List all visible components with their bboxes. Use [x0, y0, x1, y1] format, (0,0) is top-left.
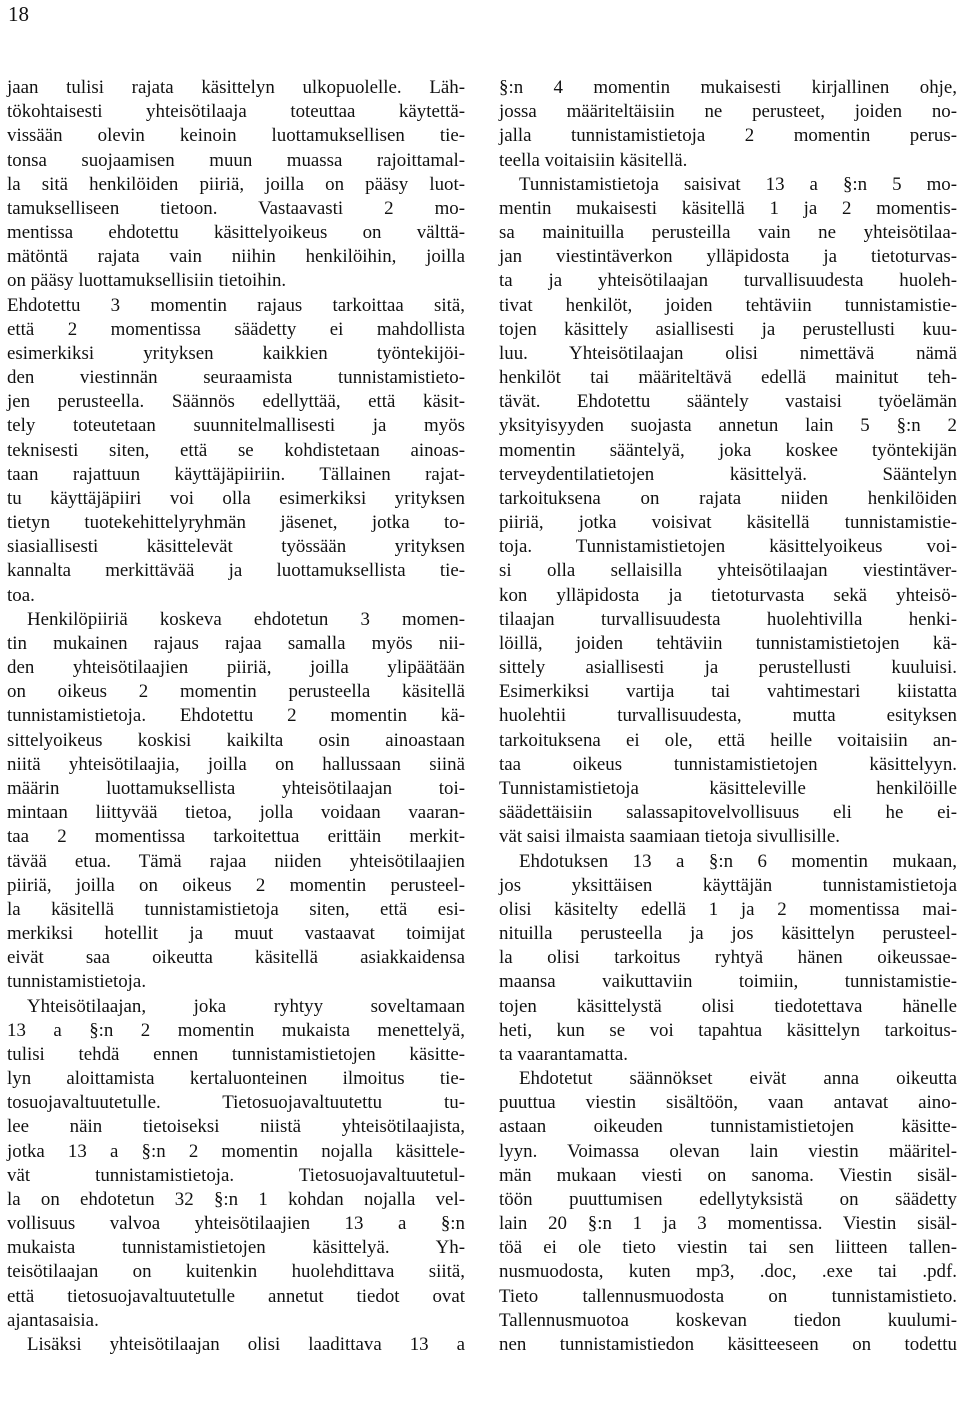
text-line: sa mainituilla perusteilla vain ne yhteisötilaa-: [499, 222, 957, 244]
text-line: tietyn tuotekehittelyryhmän jäsenet, jotka to-: [7, 512, 465, 534]
text-line: ta ja yhteisötilaajan turvallisuudesta huoleh-: [499, 270, 957, 292]
text-line: Henkilöpiiriä koskeva ehdotetun 3 momen-: [27, 608, 465, 630]
text-line: jossa määriteltäisiin ne perusteet, joiden no-: [499, 101, 957, 123]
text-line: lain 20 §:n 1 ja 3 momentissa. Viestin sisäl-: [499, 1213, 957, 1235]
text-line: maansa vaikuttaviin toimiin, tunnistamistie-: [499, 971, 957, 993]
text-line: la on ehdotetun 32 §:n 1 kohdan nojalla vel-: [7, 1188, 465, 1210]
text-line: taa oikeus tunnistamistietojen käsittelyyn.: [499, 753, 957, 775]
text-line: on pääsy luottamuksellisiin tietoihin.: [7, 270, 287, 292]
text-line: la olisi tarkoitus ryhtyä hänen oikeussae-: [499, 947, 957, 969]
text-line: toja. Tunnistamistietojen käsittelyoikeus voi-: [499, 536, 957, 558]
text-line: on oikeus 2 momentin perusteella käsitellä: [7, 681, 465, 703]
text-line: nituilla perusteella ja jos käsittelyn perusteel-: [499, 923, 957, 945]
text-line: teisötilaajan on kuitenkin huolehdittava siitä,: [7, 1261, 465, 1283]
text-line: mintaan liittyvää tietoa, jolla voidaan vaaran-: [7, 802, 465, 824]
text-line: tökohtaisesti yhteisötilaaja toteuttaa käytettä-: [7, 101, 465, 123]
text-line: män mukaan viesti on sanoma. Viestin sisäl-: [499, 1164, 957, 1186]
text-line: tilaajan turvallisuudesta huolehtivilla henki-: [499, 608, 957, 630]
text-line: tely toteutetaan suunnitelmallisesti ja myös: [7, 415, 465, 437]
text-line: Ehdotuksen 13 a §:n 6 momentin mukaan,: [519, 850, 957, 872]
text-line: siasiallisesti käsittelevät työssään yrityksen: [7, 536, 465, 558]
text-line: lee näin tietoiseksi niistä yhteisötilaajista,: [7, 1116, 465, 1138]
text-line: tojen käsittely asiallisesti ja perustellusti kuu-: [499, 318, 957, 340]
text-line: nusmuodosta, kuten mp3, .doc, .exe tai .pdf.: [499, 1261, 957, 1283]
text-line: si olla sellaisilla yhteisötilaajan viestintäver-: [499, 560, 957, 582]
text-line: tävää etua. Tämä rajaa niiden yhteisötilaajien: [7, 850, 465, 872]
text-line: tunnistamistietoja. Ehdotettu 2 momentin kä-: [7, 705, 465, 727]
text-line: sittely asiallisesti ja perustellusti kuuluisi.: [499, 657, 957, 679]
text-line: terveydentilatietojen käsittelyä. Sääntelyn: [499, 463, 957, 485]
text-line: vät saisi ilmaista saamiaan tietoja sivullisille.: [499, 826, 841, 848]
text-line: töä ei ole tieto viestin tai sen liitteen tallen-: [499, 1237, 957, 1259]
text-line: Yhteisötilaajan, joka ryhtyy soveltamaan: [27, 995, 465, 1017]
text-line: tulisi tehdä ennen tunnistamistietojen käsitte-: [7, 1043, 465, 1065]
text-line: jos yksittäisen käyttäjän tunnistamistietoja: [499, 874, 957, 896]
text-line: säädettäisiin salassapitovelvollisuus eli he ei-: [499, 802, 957, 824]
text-line: Tunnistamistietoja käsitteleville henkilöille: [499, 777, 957, 799]
text-line: luu. Yhteisötilaajan olisi nimettävä nämä: [499, 342, 957, 364]
text-line: jaan tulisi rajata käsittelyn ulkopuolelle. Läh-: [7, 77, 465, 98]
text-line: mätöntä rajata vain niihin henkilöihin, joilla: [7, 246, 465, 268]
text-line: momentin sääntelyä, joka koskee työntekijän: [499, 439, 957, 461]
text-line: vollisuus valvoa yhteisötilaajien 13 a §:n: [7, 1213, 465, 1235]
text-line: löillä, joiden tehtäviin tunnistamistietojen kä-: [499, 632, 957, 654]
left-column: [7, 76, 465, 1357]
page-number: 18: [8, 2, 29, 26]
text-line: §:n 4 momentin mukaisesti kirjallinen ohje,: [499, 77, 957, 98]
text-line: kannalta merkittävää ja luottamuksellista tie-: [7, 560, 465, 582]
text-line: teknisesti siten, että se kohdistetaan ainoas-: [7, 439, 465, 461]
text-line: Ehdotetut säännökset eivät anna oikeutta: [519, 1068, 957, 1090]
text-line: olisi käsitelty edellä 1 ja 2 momentissa mai-: [499, 898, 957, 920]
text-line: la käsitellä tunnistamistietoja siten, että esi-: [7, 898, 465, 920]
text-line: Ehdotettu 3 momentin rajaus tarkoittaa sitä,: [7, 294, 465, 316]
text-line: jan viestintäverkon ylläpidosta ja tietoturvas-: [499, 246, 957, 268]
text-line: den viestinnän seuraamista tunnistamistieto-: [7, 367, 465, 389]
text-line: tosuojavaltuutetulle. Tietosuojavaltuutettu tu-: [7, 1092, 465, 1114]
text-line: la sitä henkilöiden piiriä, joilla on pääsy luot-: [7, 173, 465, 195]
text-line: huolehtii turvallisuudesta, mutta esityksen: [499, 705, 957, 727]
text-line: eivät saa oikeutta käsitellä asiakkaidensa: [7, 947, 465, 969]
text-line: määrin luottamuksellista yhteisötilaajan toi-: [7, 777, 465, 799]
text-line: taa 2 momentissa tarkoitettua erittäin merkit-: [7, 826, 465, 848]
text-line: Tunnistamistietoja saisivat 13 a §:n 5 mo-: [519, 173, 957, 195]
text-line: astaan oikeuden tunnistamistietojen käsitte-: [499, 1116, 957, 1138]
text-line: niitä yhteisötilaajia, joilla on hallussaan siinä: [7, 753, 465, 775]
text-line: tunnistamistietoja.: [7, 971, 147, 993]
text-line: den yhteisötilaajien piiriä, joilla ylipäätään: [7, 657, 465, 679]
text-line: vät tunnistamistietoja. Tietosuojavaltuutetul-: [7, 1164, 465, 1186]
text-line: 13 a §:n 2 momentin mukaista menettelyä,: [7, 1019, 465, 1041]
text-line: tarkoituksena ei ole, että heille voitaisiin an-: [499, 729, 957, 751]
text-line: tin mukainen rajaus rajaa samalla myös nii-: [7, 632, 465, 654]
text-line: tarkoituksena on rajata niiden henkilöiden: [499, 487, 957, 509]
text-line: Lisäksi yhteisötilaajan olisi laadittava 13 a: [27, 1333, 465, 1355]
text-line: sittelyoikeus koskisi kaikilta osin ainoastaan: [7, 729, 465, 751]
text-line: heti, kun se voi tapahtua käsittelyn tarkoitus-: [499, 1019, 957, 1041]
text-line: jen perusteella. Säännös edellyttää, että käsit-: [7, 391, 465, 413]
text-line: piiriä, joilla on oikeus 2 momentin perusteel-: [7, 874, 465, 896]
text-line: yksityisyyden suojasta annetun lain 5 §:n 2: [499, 415, 957, 437]
text-line: tonsa suojaamisen muun muassa rajoittamal-: [7, 149, 465, 171]
right-column: [499, 76, 957, 1357]
text-line: ta vaarantamatta.: [499, 1043, 629, 1065]
text-line: Tieto tallennusmuodosta on tunnistamistieto.: [499, 1285, 957, 1307]
text-line: että tietosuojavaltuutetulle annetut tiedot ovat: [7, 1285, 465, 1307]
text-line: että 2 momentissa säädetty ei mahdollista: [7, 318, 465, 340]
text-line: taan rajattuun käyttäjäpiiriin. Tällainen rajat-: [7, 463, 465, 485]
text-line: nen tunnistamistiedon käsitteeseen on todettu: [499, 1333, 957, 1355]
text-line: töön puuttumisen edellytyksistä on säädetty: [499, 1188, 957, 1210]
text-line: mentissa ehdotettu käsittelyoikeus on välttä-: [7, 222, 465, 244]
text-line: jalla tunnistamistietoja 2 momentin perus-: [499, 125, 957, 147]
text-line: tojen käsittelystä olisi tiedotettava hänelle: [499, 995, 957, 1017]
text-line: vissään olevin keinoin luottamuksellisen tie-: [7, 125, 465, 147]
text-line: piiriä, jotka voisivat käsitellä tunnistamistie-: [499, 512, 957, 534]
text-line: merkiksi hotellit ja muut vastaavat toimijat: [7, 923, 465, 945]
text-line: jotka 13 a §:n 2 momentin nojalla käsittele-: [7, 1140, 465, 1162]
text-line: esimerkiksi yrityksen kaikkien työntekijöi-: [7, 342, 465, 364]
text-line: tu käyttäjäpiiri voi olla esimerkiksi yrityksen: [7, 487, 465, 509]
text-line: Tallennusmuotoa koskevan tiedon kuulumi-: [499, 1309, 957, 1331]
text-line: lyyn. Voimassa olevan lain viestin määritel-: [499, 1140, 957, 1162]
text-line: tävät. Ehdotettu sääntely vastaisi työelämän: [499, 391, 957, 413]
text-line: lyn aloittamista kertaluonteinen ilmoitus tie-: [7, 1068, 465, 1090]
text-line: mentin mukaisesti käsitellä 1 ja 2 momentis-: [499, 197, 957, 219]
text-line: ajantasaisia.: [7, 1309, 99, 1331]
text-line: kon ylläpidosta ja tietoturvasta sekä yhteisö-: [499, 584, 957, 606]
text-line: tivat henkilöt, joiden tehtäviin tunnistamistie-: [499, 294, 957, 316]
text-line: teella voitaisiin käsitellä.: [499, 149, 688, 171]
text-line: tamukselliseen tietoon. Vastaavasti 2 mo-: [7, 197, 465, 219]
text-line: mukaista tunnistamistietojen käsittelyä. Yh-: [7, 1237, 465, 1259]
text-line: Esimerkiksi vartija tai vahtimestari kiistatta: [499, 681, 957, 703]
text-line: puuttua viestin sisältöön, vaan antavat aino-: [499, 1092, 957, 1114]
text-line: toa.: [7, 584, 35, 606]
text-line: henkilöt tai määriteltävä edellä mainitut teh-: [499, 367, 957, 389]
